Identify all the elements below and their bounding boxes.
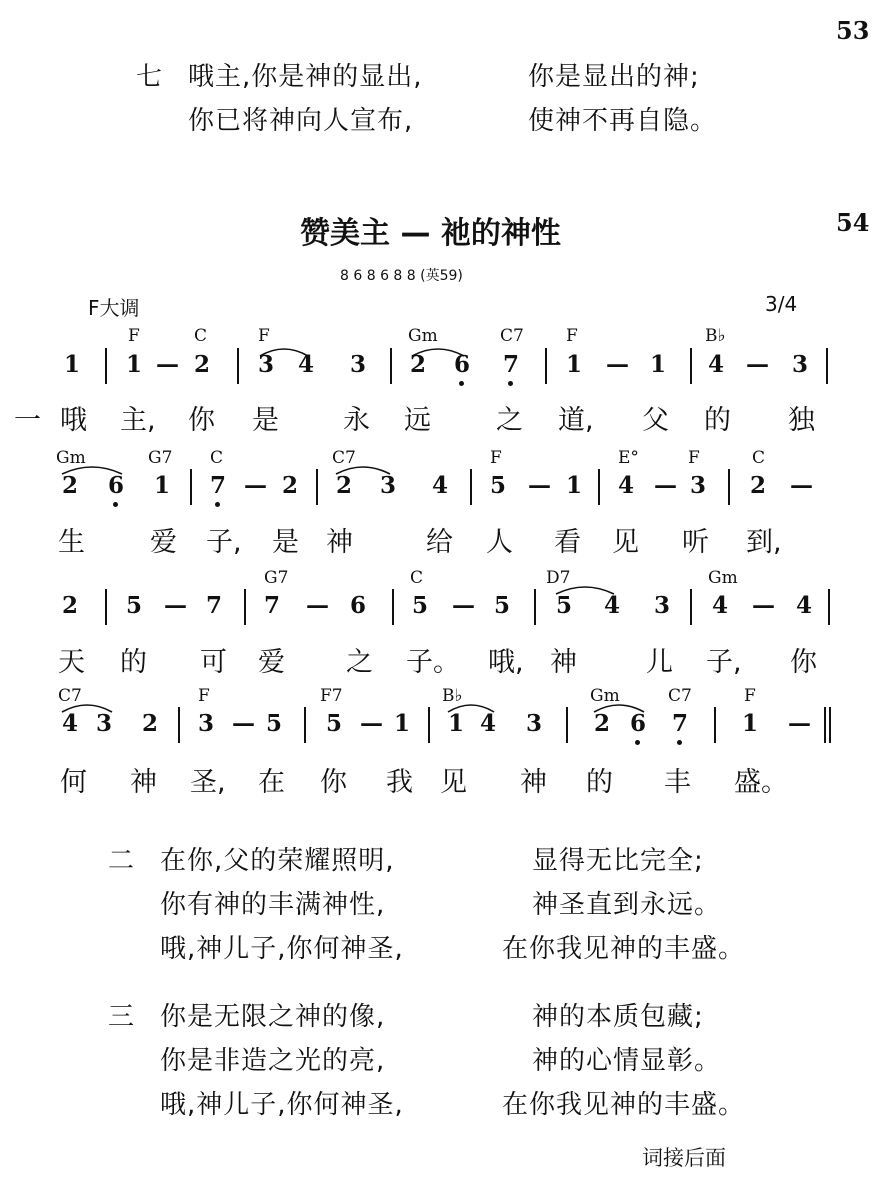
lyric: 独 <box>788 405 815 436</box>
lyric: 神 <box>550 647 577 678</box>
note: — <box>360 710 383 737</box>
note: 1 <box>448 710 465 737</box>
lyric: 的 <box>586 767 613 798</box>
note: — <box>452 592 475 619</box>
chord: Gm <box>590 686 620 706</box>
chord: Gm <box>408 326 438 346</box>
verse-line-part: 你是无限之神的像, <box>160 1002 386 1032</box>
bar-line <box>105 348 107 384</box>
lyric: 给 <box>426 527 453 558</box>
lyric: 何 <box>60 767 87 798</box>
verse-line-part: 显得无比完全; <box>532 846 704 876</box>
note: 3 <box>96 710 113 737</box>
lower-octave-dot <box>113 502 118 507</box>
bar-line <box>105 589 107 625</box>
lower-octave-dot <box>635 740 640 745</box>
note: — <box>306 592 329 619</box>
note: — <box>244 472 267 499</box>
note: 2 <box>62 592 79 619</box>
chord: F <box>490 448 502 468</box>
lyric: 哦 <box>60 405 87 436</box>
bar-line <box>244 589 246 625</box>
lyric: 天 <box>58 647 85 678</box>
lyric: 儿 <box>646 647 673 678</box>
note: 3 <box>654 592 671 619</box>
lyric: 子, <box>206 527 242 558</box>
note: — <box>156 351 179 378</box>
note: 3 <box>526 710 543 737</box>
lyric: 一 <box>14 405 41 436</box>
note: — <box>606 351 629 378</box>
lyric: 永 <box>343 405 370 436</box>
chord: F <box>128 326 140 346</box>
verse-line-part: 哦,神儿子,你何神圣, <box>160 934 404 964</box>
final-bar-line <box>824 707 831 743</box>
bar-line <box>690 589 692 625</box>
verse-label: 三 <box>108 1002 136 1032</box>
note: 7 <box>206 592 223 619</box>
verse-line-part: 你已将神向人宣布, <box>188 106 414 136</box>
note: — <box>654 472 677 499</box>
lyric: 是 <box>252 405 279 436</box>
verse-line-part: 你是显出的神; <box>528 62 700 92</box>
lyric: 子。 <box>406 647 460 678</box>
note: 4 <box>708 351 725 378</box>
verse-line-part: 神的本质包藏; <box>532 1002 704 1032</box>
note: 1 <box>154 472 171 499</box>
lyric: 父 <box>642 405 669 436</box>
note: 1 <box>742 710 759 737</box>
note: 6 <box>108 472 125 499</box>
lyric: 听 <box>682 527 709 558</box>
lower-octave-dot <box>215 502 220 507</box>
note: 2 <box>194 351 211 378</box>
hymn-number: 54 <box>836 208 870 237</box>
lower-octave-dot <box>459 381 464 386</box>
note: 2 <box>594 710 611 737</box>
note: 1 <box>566 472 583 499</box>
lyric: 在 <box>258 767 285 798</box>
chord: F <box>258 326 270 346</box>
note: — <box>164 592 187 619</box>
verse-line-part: 神圣直到永远。 <box>532 890 722 920</box>
note: 5 <box>494 592 511 619</box>
note: — <box>752 592 775 619</box>
lyric: 人 <box>486 527 513 558</box>
lyric: 爱 <box>258 647 285 678</box>
verse-line-part: 在你我见神的丰盛。 <box>502 934 746 964</box>
chord: F <box>688 448 700 468</box>
note: 4 <box>298 351 315 378</box>
note: 2 <box>336 472 353 499</box>
note: 6 <box>454 351 471 378</box>
chord: Gm <box>56 448 86 468</box>
note: — <box>528 472 551 499</box>
lyric: 你 <box>320 767 347 798</box>
note: 1 <box>394 710 411 737</box>
bar-line <box>826 348 828 384</box>
note: 5 <box>490 472 507 499</box>
chord: C <box>752 448 766 468</box>
chord: C <box>410 568 424 588</box>
bar-line <box>598 469 600 505</box>
lyric: 丰 <box>664 767 691 798</box>
note: 7 <box>503 351 520 378</box>
bar-line <box>428 707 430 743</box>
continuation-note: 词接后面 <box>642 1146 726 1170</box>
lower-octave-dot <box>508 381 513 386</box>
note: 5 <box>266 710 283 737</box>
chord: F <box>198 686 210 706</box>
chord: E° <box>618 448 639 468</box>
chord: B♭ <box>442 686 463 706</box>
chord: F7 <box>320 686 343 706</box>
note: 2 <box>62 472 79 499</box>
bar-line <box>178 707 180 743</box>
note: 5 <box>412 592 429 619</box>
bar-line <box>237 348 239 384</box>
bar-line <box>316 469 318 505</box>
chord: G7 <box>264 568 289 588</box>
note: 5 <box>556 592 573 619</box>
chord: C <box>210 448 224 468</box>
note: 5 <box>326 710 343 737</box>
bar-line <box>690 348 692 384</box>
note: — <box>232 710 255 737</box>
lyric: 我 <box>386 767 413 798</box>
note: 6 <box>350 592 367 619</box>
note: 6 <box>630 710 647 737</box>
note: — <box>788 710 811 737</box>
lyric: 是 <box>272 527 299 558</box>
lyric: 主, <box>120 405 156 436</box>
verse-line-part: 在你,父的荣耀照明, <box>160 846 395 876</box>
verse-line-part: 哦,神儿子,你何神圣, <box>160 1090 404 1120</box>
key-signature: F大调 <box>88 296 140 320</box>
chord: C7 <box>668 686 692 706</box>
note: 3 <box>198 710 215 737</box>
bar-line <box>534 589 536 625</box>
note: 2 <box>410 351 427 378</box>
bar-line <box>566 707 568 743</box>
chord: F <box>744 686 756 706</box>
chord: C7 <box>500 326 524 346</box>
bar-line <box>545 348 547 384</box>
note: 4 <box>618 472 635 499</box>
time-signature: 3/4 <box>765 292 798 316</box>
bar-line <box>304 707 306 743</box>
lyric: 看 <box>554 527 581 558</box>
note: 3 <box>690 472 707 499</box>
note: 7 <box>210 472 227 499</box>
lyric: 哦, <box>488 647 524 678</box>
note: 3 <box>350 351 367 378</box>
chord: C <box>194 326 208 346</box>
previous-hymn-number: 53 <box>836 16 870 45</box>
chord: D7 <box>546 568 571 588</box>
lyric: 见 <box>440 767 467 798</box>
bar-line <box>390 348 392 384</box>
note: 2 <box>142 710 159 737</box>
chord: C7 <box>58 686 82 706</box>
lyric: 爱 <box>150 527 177 558</box>
bar-line <box>714 707 716 743</box>
hymn-title: 赞美主 — 祂的神性 <box>300 216 561 251</box>
lyric: 子, <box>706 647 742 678</box>
note: 5 <box>126 592 143 619</box>
note: 3 <box>380 472 397 499</box>
note: 7 <box>264 592 281 619</box>
lyric: 远 <box>404 405 431 436</box>
note: 1 <box>650 351 667 378</box>
lyric: 道, <box>558 405 594 436</box>
note: 3 <box>792 351 809 378</box>
note: 7 <box>672 710 689 737</box>
lyric: 可 <box>200 647 227 678</box>
verse-line-part: 神的心情显彰。 <box>532 1046 722 1076</box>
note: — <box>746 351 769 378</box>
note: 2 <box>750 472 767 499</box>
note: 2 <box>282 472 299 499</box>
lyric: 你 <box>188 405 215 436</box>
lyric: 的 <box>120 647 147 678</box>
bar-line <box>828 589 830 625</box>
lyric: 的 <box>704 405 731 436</box>
note: 4 <box>480 710 497 737</box>
verse-line-part: 使神不再自隐。 <box>528 106 718 136</box>
lyric: 神 <box>130 767 157 798</box>
chord: G7 <box>148 448 173 468</box>
lyric: 神 <box>326 527 353 558</box>
chord: F <box>566 326 578 346</box>
bar-line <box>470 469 472 505</box>
verse-line-part: 哦主,你是神的显出, <box>188 62 423 92</box>
lyric: 盛。 <box>734 767 788 798</box>
note: 1 <box>566 351 583 378</box>
lyric: 之 <box>346 647 373 678</box>
chord: Gm <box>708 568 738 588</box>
chord: C7 <box>332 448 356 468</box>
note: 1 <box>126 351 143 378</box>
lyric: 之 <box>496 405 523 436</box>
verse-line-part: 你是非造之光的亮, <box>160 1046 386 1076</box>
note: — <box>790 472 813 499</box>
lyric: 生 <box>58 527 85 558</box>
chord: B♭ <box>705 326 726 346</box>
note: 4 <box>62 710 79 737</box>
hymn-meter: 8 6 8 6 8 8 (英59) <box>340 268 463 284</box>
lyric: 到, <box>746 527 782 558</box>
lyric: 圣, <box>190 767 226 798</box>
lower-octave-dot <box>677 740 682 745</box>
note: 4 <box>712 592 729 619</box>
note: 4 <box>796 592 813 619</box>
verse-label: 七 <box>136 62 164 92</box>
note: 1 <box>64 351 81 378</box>
verse-label: 二 <box>108 846 136 876</box>
bar-line <box>392 589 394 625</box>
note: 4 <box>604 592 621 619</box>
verse-line-part: 你有神的丰满神性, <box>160 890 386 920</box>
lyric: 见 <box>612 527 639 558</box>
verse-line-part: 在你我见神的丰盛。 <box>502 1090 746 1120</box>
bar-line <box>190 469 192 505</box>
lyric: 神 <box>520 767 547 798</box>
note: 4 <box>432 472 449 499</box>
note: 3 <box>258 351 275 378</box>
bar-line <box>728 469 730 505</box>
lyric: 你 <box>790 647 817 678</box>
